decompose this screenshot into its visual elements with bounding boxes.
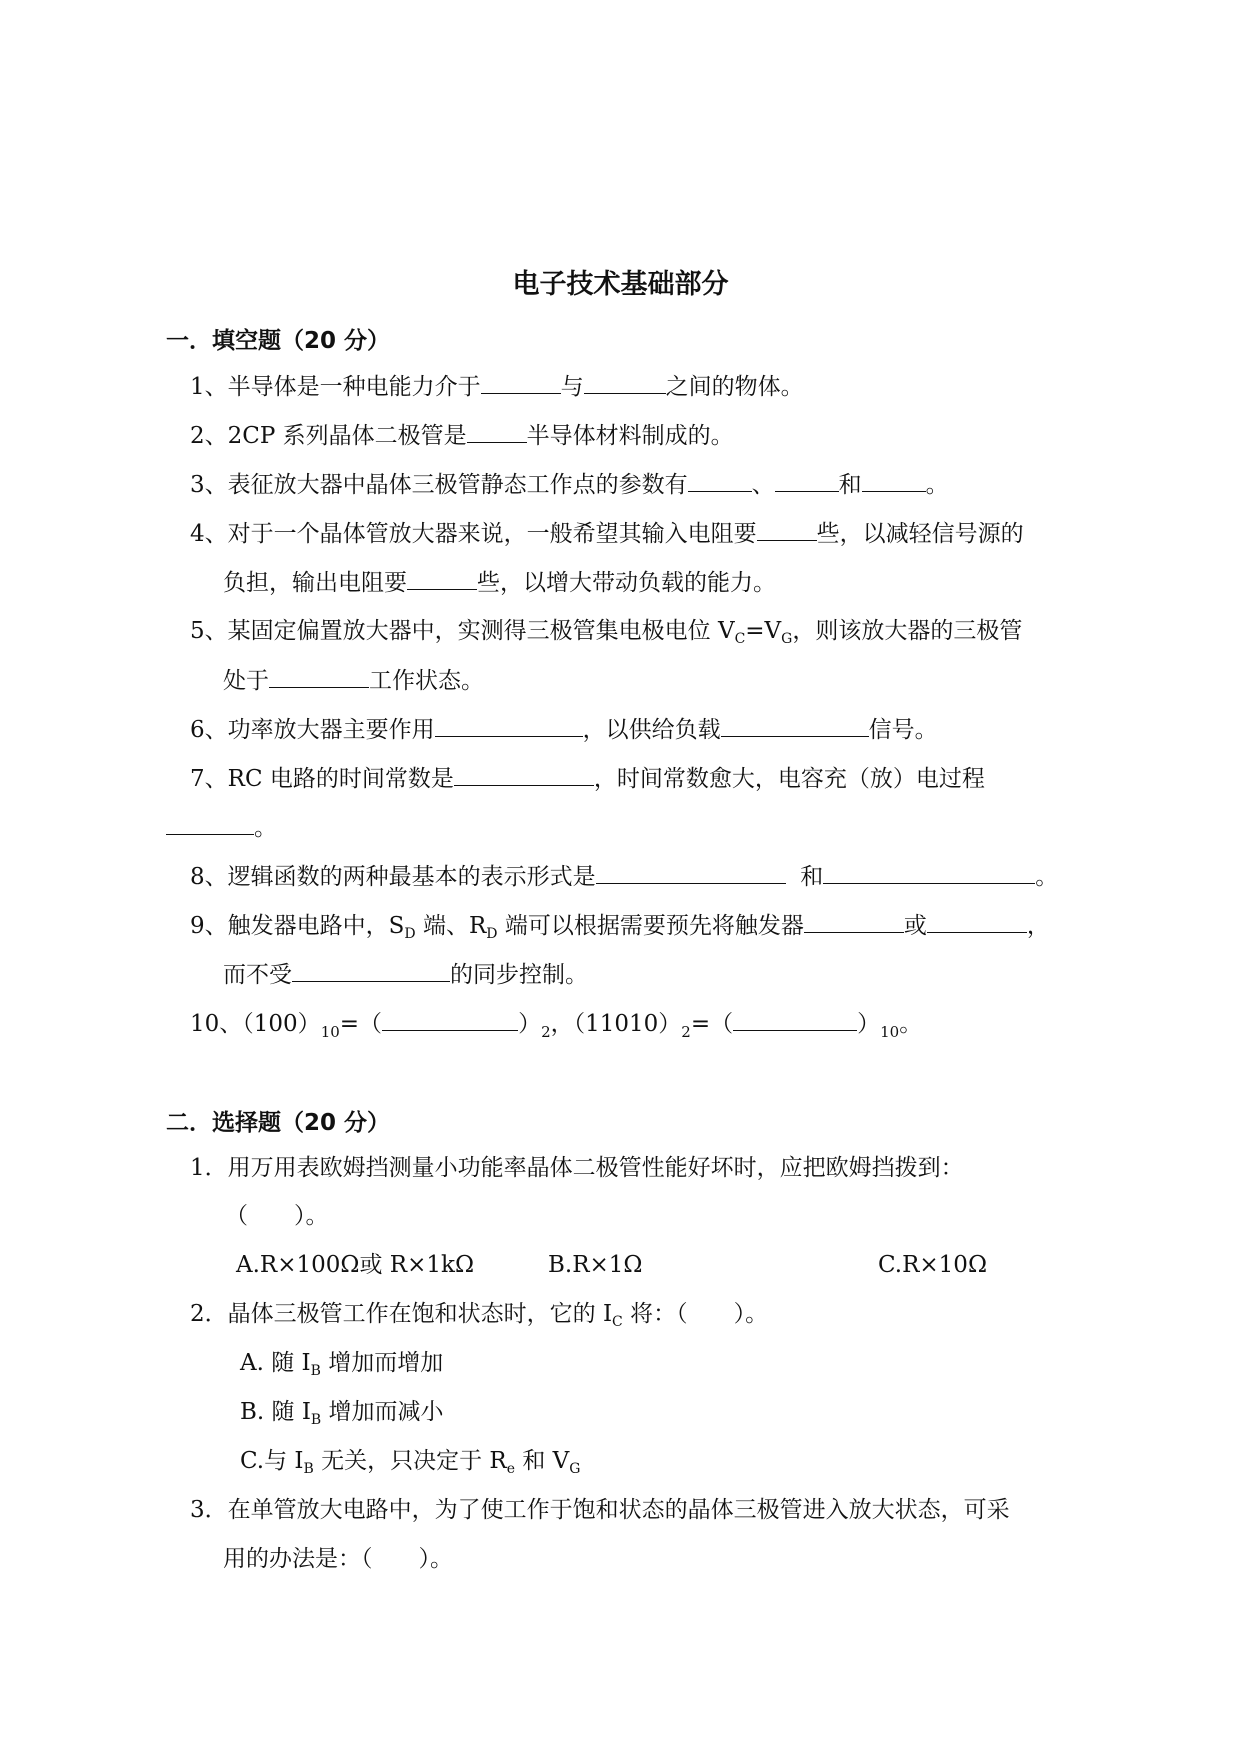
question-text: ， (1026, 913, 1050, 939)
subscript: B (310, 1412, 322, 1428)
subscript: 2 (681, 1023, 691, 1041)
mc-option-1a[interactable]: A.R×100Ω或 R×1kΩ (236, 1252, 475, 1278)
mc-option-2a[interactable] (240, 1348, 443, 1386)
question-8 (190, 861, 1058, 892)
answer-blank[interactable] (733, 1008, 857, 1031)
question-5-line-2 (223, 665, 484, 696)
option-text: 增加而减小 (321, 1399, 444, 1425)
question-text: 和 (838, 472, 862, 498)
question-text: 用万用表欧姆挡测量小功能率晶体二极管性能好坏时，应把欧姆挡拨到： (227, 1155, 964, 1181)
question-text: 半导体是一种电能力介于 (227, 374, 481, 400)
question-text: =（ (690, 1011, 734, 1037)
question-9-line-2 (223, 959, 588, 990)
page-title: 电子技术基础部分 (512, 269, 729, 300)
question-text: =V (745, 618, 782, 644)
subscript: C (734, 631, 746, 647)
question-text: ，以供给负载 (582, 717, 721, 743)
answer-blank[interactable] (435, 714, 583, 737)
question-1 (190, 371, 804, 402)
question-text: 些，以减轻信号源的 (816, 521, 1024, 547)
question-text: 负担，输出电阻要 (223, 570, 407, 596)
question-number: 10、 (190, 1011, 243, 1037)
answer-blank[interactable] (804, 910, 904, 933)
answer-blank[interactable] (688, 469, 752, 492)
section-heading-fill-in: 一．填空题（20 分） (166, 328, 391, 354)
question-number: 3． (190, 1497, 228, 1523)
question-text: 功率放大器主要作用 (227, 717, 435, 743)
subscript: e (506, 1461, 516, 1477)
question-text: ） (857, 1011, 881, 1037)
question-text: 将：（ ）。 (622, 1301, 769, 1327)
question-text: 触发器电路中，S (227, 913, 405, 939)
mc-option-1c[interactable]: C.R×10Ω (878, 1252, 988, 1278)
subscript: D (486, 926, 498, 942)
option-text: 和 V (515, 1448, 570, 1474)
question-text: 和 (800, 864, 824, 890)
question-text: 在单管放大电路中，为了使工作于饱和状态的晶体三极管进入放大状态，可采 (227, 1497, 1010, 1523)
question-text: 对于一个晶体管放大器来说，一般希望其输入电阻要 (227, 521, 757, 547)
question-text: 与 (560, 374, 584, 400)
answer-blank[interactable] (454, 763, 594, 786)
subscript: G (781, 631, 793, 647)
question-2 (190, 420, 734, 451)
question-text: （100） (242, 1011, 321, 1037)
question-number: 6、 (190, 717, 228, 743)
question-text: 逻辑函数的两种最基本的表示形式是 (227, 864, 596, 890)
question-text: 而不受 (223, 962, 292, 988)
question-4-line-2 (223, 567, 776, 598)
option-text: 增加而增加 (320, 1350, 444, 1376)
mc-question-1-line-1 (190, 1153, 964, 1183)
question-3 (190, 469, 949, 500)
question-text: 或 (903, 913, 927, 939)
question-text: 2CP 系列晶体二极管是 (227, 423, 467, 449)
question-text: 工作状态。 (369, 668, 484, 694)
section-heading-multiple-choice: 二．选择题（20 分） (166, 1110, 391, 1136)
answer-blank[interactable] (292, 959, 450, 982)
question-text: 的同步控制。 (450, 962, 588, 988)
question-number: 5、 (190, 618, 228, 644)
question-number: 1、 (190, 374, 228, 400)
question-number: 3、 (190, 472, 228, 498)
mc-question-3-line-1 (190, 1495, 1010, 1525)
question-text: 。 (254, 815, 277, 841)
option-text: A. 随 I (240, 1350, 311, 1376)
answer-blank[interactable] (823, 861, 1035, 884)
question-6 (190, 714, 938, 745)
question-number: 4、 (190, 521, 228, 547)
option-text: C.与 I (240, 1448, 304, 1474)
question-text: 晶体三极管工作在饱和状态时，它的 I (227, 1301, 613, 1327)
question-7-line-1 (190, 763, 985, 794)
subscript: C (612, 1314, 623, 1330)
question-text: 端可以根据需要预先将触发器 (497, 913, 804, 939)
answer-blank[interactable] (775, 469, 839, 492)
subscript: B (310, 1363, 321, 1379)
answer-blank[interactable] (757, 518, 817, 541)
mc-question-3-line-2: 用的办法是：（ ）。 (223, 1546, 453, 1572)
question-text: 些，以增大带动负载的能力。 (477, 570, 776, 596)
answer-blank[interactable] (584, 371, 666, 394)
subscript: B (303, 1461, 314, 1477)
option-text: 无关，只决定于 R (313, 1448, 507, 1474)
question-text: 某固定偏置放大器中，实测得三极管集电极电位 V (227, 618, 735, 644)
question-text: 。 (899, 1011, 923, 1037)
option-text: B. 随 I (240, 1399, 311, 1425)
question-5-line-1 (190, 616, 1022, 654)
question-10 (190, 1008, 922, 1047)
question-number: 2． (190, 1301, 228, 1327)
answer-blank[interactable] (467, 420, 527, 443)
answer-blank[interactable] (269, 665, 369, 688)
subscript: G (569, 1461, 581, 1477)
question-number: 8、 (190, 864, 228, 890)
question-text: 处于 (223, 668, 269, 694)
question-text: 端、R (415, 913, 487, 939)
answer-blank[interactable] (927, 910, 1027, 933)
question-text: ，则该放大器的三极管 (792, 618, 1023, 644)
answer-blank[interactable] (862, 469, 926, 492)
subscript: 10 (320, 1023, 340, 1041)
question-text: 之间的物体。 (665, 374, 804, 400)
question-number: 9、 (190, 913, 228, 939)
subscript: 10 (880, 1023, 900, 1041)
question-text: 表征放大器中晶体三极管静态工作点的参数有 (227, 472, 688, 498)
question-text: 。 (925, 472, 949, 498)
answer-blank[interactable] (596, 861, 786, 884)
mc-question-2 (190, 1299, 768, 1337)
answer-blank[interactable] (481, 371, 561, 394)
answer-blank[interactable] (166, 812, 254, 835)
question-4-line-1 (190, 518, 1024, 549)
question-text: 、 (751, 472, 775, 498)
question-text: ，时间常数愈大，电容充（放）电过程 (593, 766, 985, 792)
question-text: RC 电路的时间常数是 (227, 766, 454, 792)
mc-option-1b[interactable]: B.R×1Ω (548, 1252, 643, 1278)
answer-blank[interactable] (382, 1008, 518, 1031)
question-text: ） (518, 1011, 542, 1037)
question-text: 半导体材料制成的。 (526, 423, 734, 449)
question-number: 1． (190, 1155, 228, 1181)
subscript: D (404, 926, 416, 942)
mc-option-2b[interactable] (240, 1397, 444, 1435)
question-text: =（ (339, 1011, 383, 1037)
mc-question-1-line-2: （ ）。 (225, 1203, 329, 1229)
mc-option-2c[interactable] (240, 1446, 580, 1484)
question-number: 7、 (190, 766, 228, 792)
answer-blank[interactable] (721, 714, 869, 737)
question-number: 2、 (190, 423, 228, 449)
question-9-line-1 (190, 910, 1050, 949)
question-text: 。 (1035, 864, 1059, 890)
subscript: 2 (541, 1023, 551, 1041)
answer-blank[interactable] (407, 567, 477, 590)
question-text: ，（11010） (550, 1011, 682, 1037)
question-7-line-2 (166, 812, 277, 843)
question-text: 信号。 (868, 717, 938, 743)
